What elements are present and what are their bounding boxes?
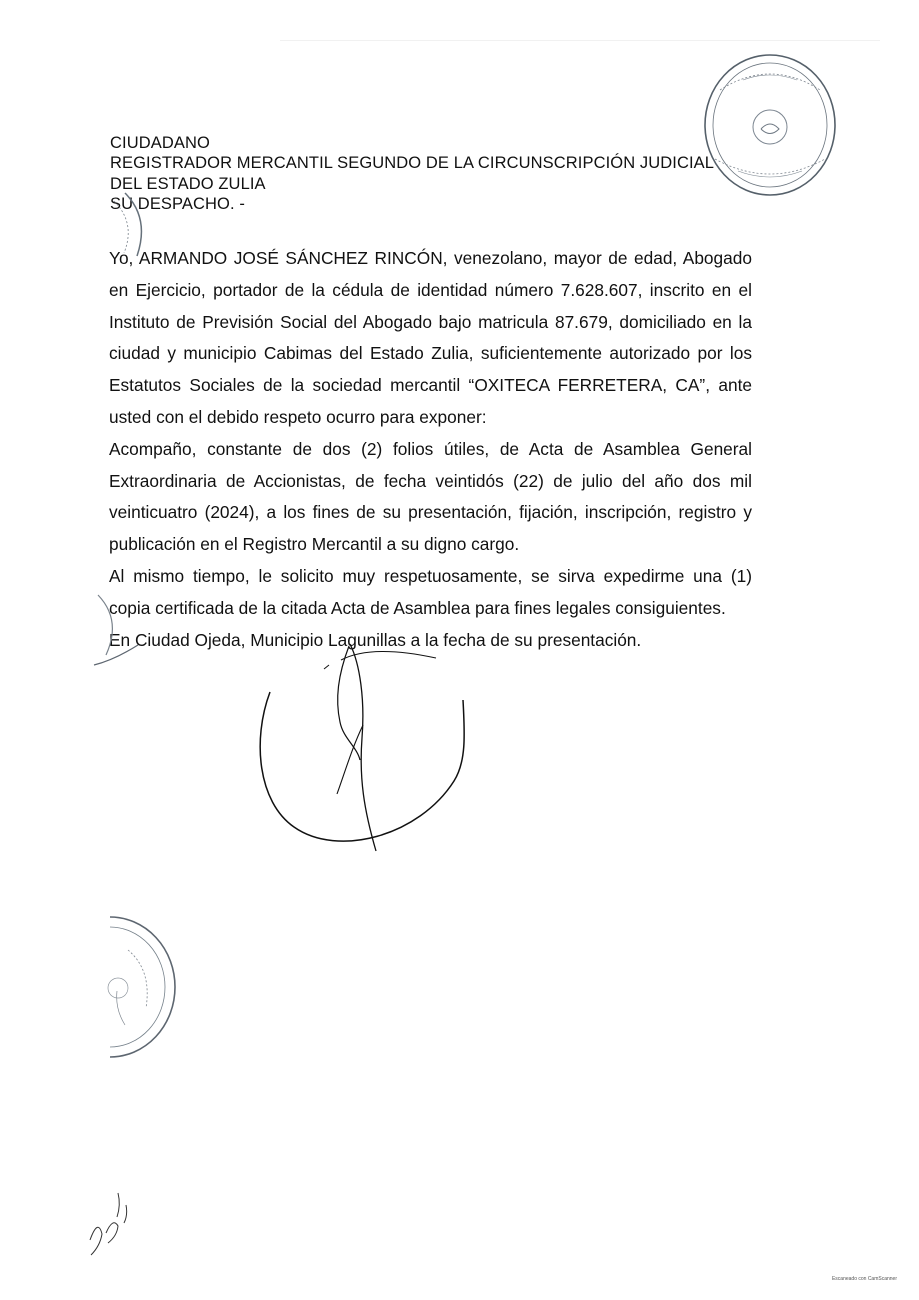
handwritten-signature (240, 630, 500, 860)
official-stamp-left-fragment (80, 185, 160, 705)
paragraph-introduction: Yo, ARMANDO JOSÉ SÁNCHEZ RINCÓN, venezolano, mayor de edad, Abogado en Ejercicio, portador de la cédula de identidad número 7.628.607, inscrito en el Instituto de Previsión Social del Abogado bajo matricula 87.679, domiciliado en la ciudad y municipio Cabimas del Estado Zulia, suficientemente autorizado por los Estatutos Sociales de la sociedad mercantil “OXITECA FERRETERA, CA”, ante usted con el debido respeto ocurro para exponer: (109, 248, 752, 427)
paragraph-certified-copy-request: Al mismo tiempo, le solicito muy respetuosamente, se sirva expedirme una (1) copia certificada de la citada Acta de Asamblea para fines legales consiguientes. (109, 565, 752, 618)
paragraph-place-date: En Ciudad Ojeda, Municipio Lagunillas a la fecha de su presentación. (109, 629, 642, 650)
addressee-line-registrar: REGISTRADOR MERCANTIL SEGUNDO DE LA CIRCUNSCRIPCIÓN JUDICIAL (110, 154, 715, 173)
addressee-block (110, 133, 714, 214)
handwritten-page-mark (70, 1185, 140, 1265)
addressee-line-title: CIUDADANO (110, 134, 210, 152)
addressee-line-state: DEL ESTADO ZULIA (110, 174, 266, 193)
scanner-watermark: Escaneado con CamScanner (831, 1276, 897, 1282)
official-stamp-bottom (30, 905, 180, 1065)
letter-body (109, 243, 752, 656)
official-stamp-top (695, 45, 845, 205)
scan-artifact-line (280, 40, 880, 41)
paragraph-document-submission: Acompaño, constante de dos (2) folios útiles, de Acta de Asamblea General Extraordinaria de Accionistas, de fecha veintidós (22) de julio del año dos mil veinticuatro (2024), a los fines de su presentación, fijación, inscripción, registro y publicación en el Registro Mercantil a su digno cargo. (109, 438, 752, 555)
addressee-line-office: SU DESPACHO. - (110, 194, 245, 213)
